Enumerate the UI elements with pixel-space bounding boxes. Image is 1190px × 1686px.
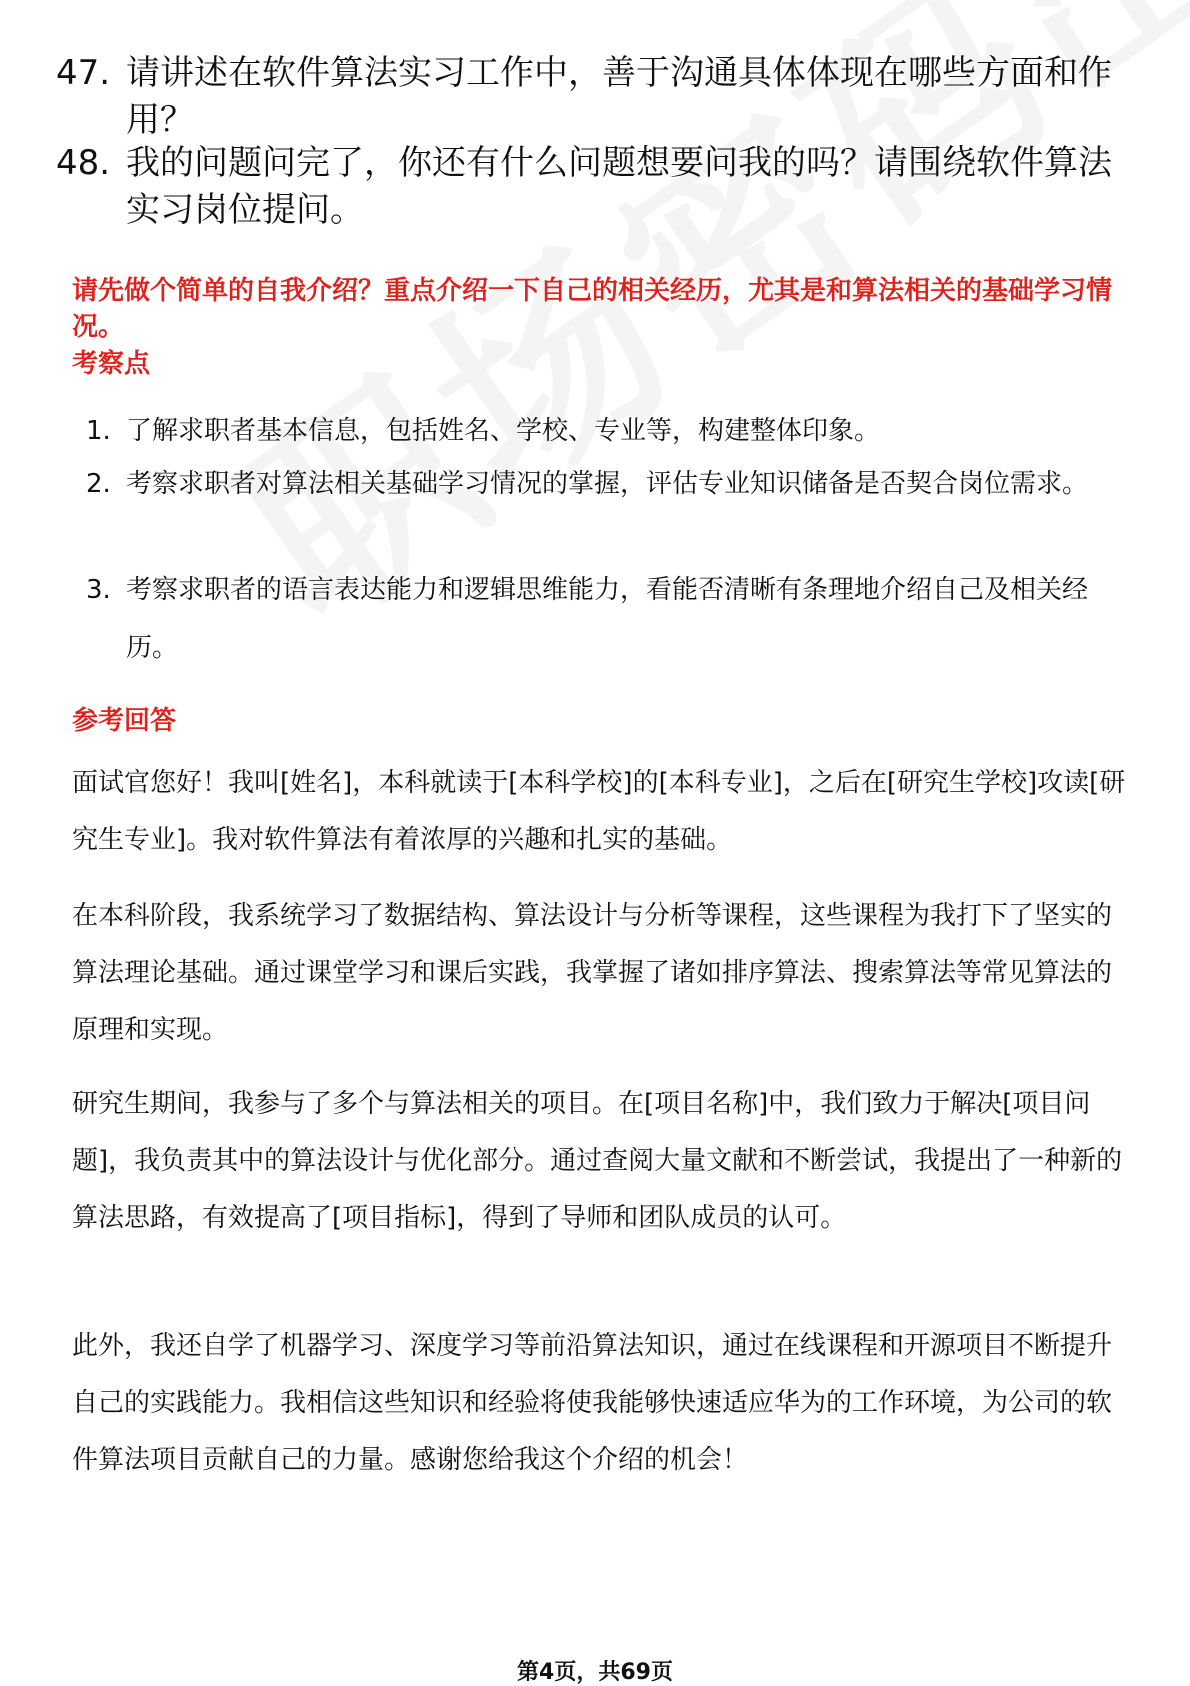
point-text: 了解求职者基本信息，包括姓名、学校、专业等，构建整体印象。	[126, 416, 881, 446]
question-text: 请讲述在软件算法实习工作中，善于沟通具体体现在哪些方面和作用？	[126, 53, 1112, 140]
point-text: 考察求职者的语言表达能力和逻辑思维能力，看能否清晰有条理地介绍自己及相关经历。	[126, 575, 1089, 663]
page-number-footer: 第4页，共69页	[517, 1660, 673, 1685]
answer-heading: 参考回答	[72, 706, 177, 736]
answer-paragraph-1: 面试官您好！我叫[姓名]，本科就读于[本科学校]的[本科专业]，之后在[研究生学校]攻读[研究生专业]。我对软件算法有着浓厚的兴趣和扎实的基础。	[72, 768, 1126, 855]
point-number: 3.	[86, 575, 111, 605]
question-number: 48.	[56, 143, 111, 183]
section-question: 请先做个简单的自我介绍？重点介绍一下自己的相关经历，尤其是和算法相关的基础学习情况。	[72, 276, 1113, 342]
point-text: 考察求职者对算法相关基础学习情况的掌握，评估专业知识储备是否契合岗位需求。	[126, 469, 1089, 499]
question-item-47	[56, 50, 1136, 146]
question-number: 47.	[56, 53, 111, 93]
point-number: 1.	[86, 416, 111, 446]
answer-paragraph-4: 此外，我还自学了机器学习、深度学习等前沿算法知识，通过在线课程和开源项目不断提升自己的实践能力。我相信这些知识和经验将使我能够快速适应华为的工作环境，为公司的软件算法项目贡献自己的力量。感谢您给我这个介绍的机会！	[72, 1331, 1113, 1475]
question-text: 我的问题问完了，你还有什么问题想要问我的吗？请围绕软件算法实习岗位提问。	[126, 143, 1112, 230]
points-heading: 考察点	[72, 349, 151, 379]
question-item-48	[56, 140, 1136, 236]
answer-paragraph-3: 研究生期间，我参与了多个与算法相关的项目。在[项目名称]中，我们致力于解决[项目问题]，我负责其中的算法设计与优化部分。通过查阅大量文献和不断尝试，我提出了一种新的算法思路，有效提高了[项目指标]，得到了导师和团队成员的认可。	[72, 1089, 1123, 1233]
point-number: 2.	[86, 469, 111, 499]
answer-paragraph-2: 在本科阶段，我系统学习了数据结构、算法设计与分析等课程，这些课程为我打下了坚实的算法理论基础。通过课堂学习和课后实践，我掌握了诸如排序算法、搜索算法等常见算法的原理和实现。	[72, 901, 1113, 1045]
